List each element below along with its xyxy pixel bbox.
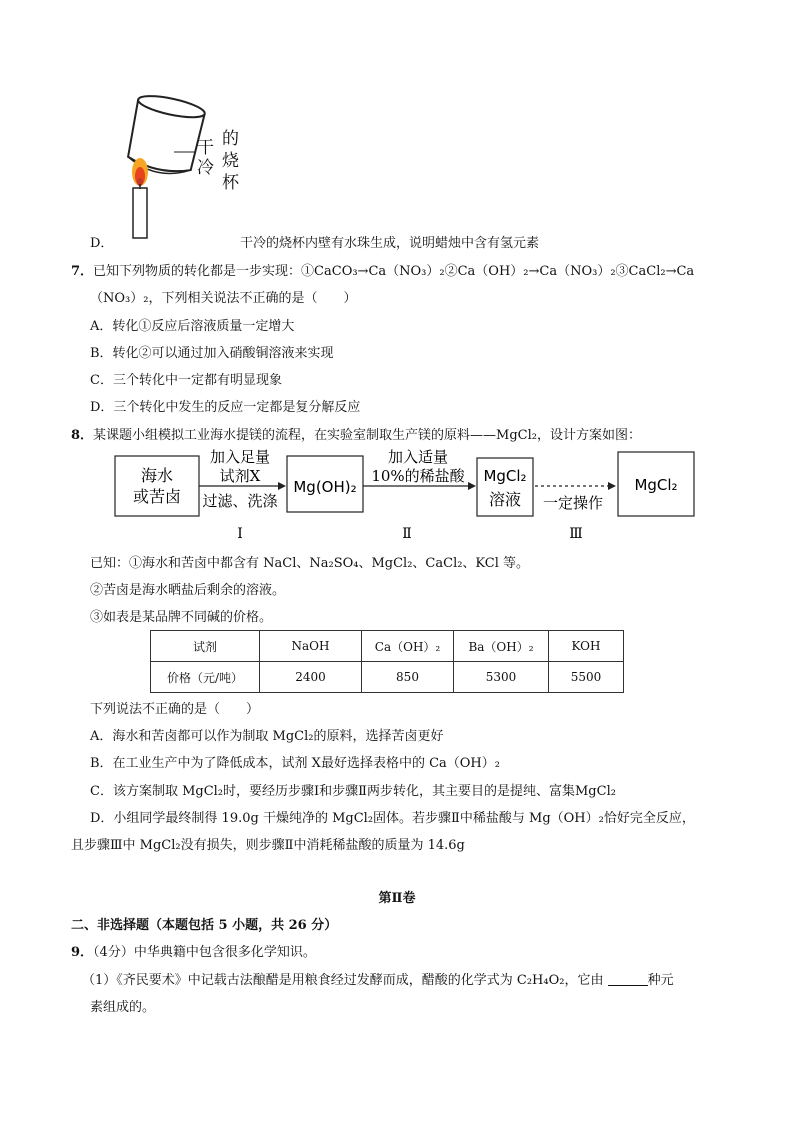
flow-arrow2-top2: 10%的稀盐酸 (371, 467, 465, 485)
table-header-cell: NaOH (260, 631, 362, 662)
flow-box3-line1: MgCl₂ (483, 467, 527, 485)
candle (133, 188, 147, 238)
q7-stem-line1 (71, 260, 694, 279)
flow-arrow1-bottom: 过滤、洗涤 (202, 492, 278, 510)
q8-known-2: ②苦卤是海水晒盐后剩余的溶液。 (90, 583, 286, 598)
flame (132, 158, 148, 186)
table-header-cell: KOH (549, 631, 624, 662)
q8-number: 8． (71, 428, 94, 443)
q8-price-table (150, 630, 624, 693)
table-cell: 价格（元/吨） (151, 662, 260, 693)
flow-box-seawater (115, 456, 199, 516)
q8-option-a: A．海水和苦卤都可以作为制取 MgCl₂的原料，选择苦卤更好 (90, 729, 444, 744)
q8-flow-diagram (110, 448, 700, 548)
flow-step2: Ⅱ (402, 526, 412, 542)
q8-option-d-cont: 且步骤Ⅲ中 MgCl₂没有损失，则步骤Ⅱ中消耗稀盐酸的质量为 14.6g (71, 838, 465, 853)
beaker-label-col1: 干 冷 (197, 138, 214, 178)
answer-blank[interactable] (608, 973, 648, 986)
flow-step3: Ⅲ (569, 526, 583, 542)
q9-number: 9． (71, 945, 94, 960)
table-cell: 2400 (260, 662, 362, 693)
table-header-cell: Ca（OH）₂ (362, 631, 454, 662)
beaker-label-col2: 的 烧 杯 (222, 129, 239, 193)
q9-stem-text: （4分）中华典籍中包含很多化学知识。 (93, 945, 316, 960)
q8-question: 下列说法不正确的是（ ） (90, 702, 260, 717)
q8-option-d: D．小组同学最终制得 19.0g 干燥纯净的 MgCl₂固体。若步骤Ⅱ中稀盐酸与 Mg（OH）₂恰好完全反应， (90, 811, 695, 826)
q7-option-b: B．转化②可以通过加入硝酸铜溶液来实现 (90, 346, 334, 361)
q8-stem-text: 某课题小组模拟工业海水提镁的流程，在实验室制取生产镁的原料——MgCl₂，设计方案如图： (93, 428, 641, 443)
q7-stem-line2: （NO₃）₂，下列相关说法不正确的是（ ） (90, 291, 357, 306)
q8-stem (71, 424, 641, 443)
q7-option-a: A．转化①反应后溶液质量一定增大 (90, 319, 295, 334)
flow-box1-line2: 或苦卤 (132, 487, 182, 506)
q9-sub1-text-a: （1）《齐民要术》中记载古法酿醋是用粮食经过发酵而成，醋酸的化学式为 C₂H₄O₂，它由 (82, 973, 604, 988)
table-cell: 5500 (549, 662, 624, 693)
q9-stem (71, 941, 316, 960)
flow-box4: MgCl₂ (634, 476, 678, 494)
q7-option-d: D．三个转化中发生的反应一定都是复分解反应 (90, 400, 361, 415)
flow-arrow3-bottom: 一定操作 (542, 494, 604, 512)
q8-known-1: 已知：①海水和苦卤中都含有 NaCl、Na₂SO₄、MgCl₂、CaCl₂、KCl 等。 (90, 556, 530, 571)
table-header-cell: Ba（OH）₂ (454, 631, 549, 662)
q8-option-c: C．该方案制取 MgCl₂时，要经历步骤Ⅰ和步骤Ⅱ两步转化，其主要目的是提纯、富集MgCl₂ (90, 784, 616, 799)
table-row (151, 631, 624, 662)
q6-option-d-label: D． (90, 236, 114, 251)
section-heading: 二、非选择题（本题包括 5 小题，共 26 分） (71, 918, 338, 933)
flow-box3-line2: 溶液 (488, 490, 522, 509)
flow-step1: Ⅰ (237, 526, 243, 542)
q9-sub1-line2: 素组成的。 (90, 1000, 156, 1015)
section-title: 第Ⅱ卷 (378, 891, 416, 906)
table-cell: 5300 (454, 662, 549, 693)
q8-known-3: ③如表是某品牌不同碱的价格。 (90, 610, 273, 625)
flow-arrow2-top1: 加入适量 (387, 448, 449, 466)
table-header-cell: 试剂 (151, 631, 260, 662)
q7-option-c: C．三个转化中一定都有明显现象 (90, 373, 282, 388)
table-row (151, 662, 624, 693)
flow-arrow1-top1: 加入足量 (209, 448, 271, 466)
q7-number: 7． (71, 264, 94, 279)
table-cell: 850 (362, 662, 454, 693)
q9-sub1-line1 (82, 969, 674, 988)
flow-box1-line1: 海水 (140, 466, 174, 485)
q6-option-d-text: 干冷的烧杯内壁有水珠生成，说明蜡烛中含有氢元素 (240, 236, 540, 251)
q8-option-b: B．在工业生产中为了降低成本，试剂 X最好选择表格中的 Ca（OH）₂ (90, 756, 500, 771)
flow-arrow1-top2: 试剂X (219, 467, 261, 485)
q9-sub1-text-b: 种元 (647, 973, 674, 988)
flow-box2: Mg(OH)₂ (293, 478, 357, 496)
q7-stem-text: 已知下列物质的转化都是一步实现：①CaCO₃→Ca（NO₃）₂②Ca（OH）₂→Ca（NO₃）₂③CaCl₂→Ca (93, 264, 695, 279)
